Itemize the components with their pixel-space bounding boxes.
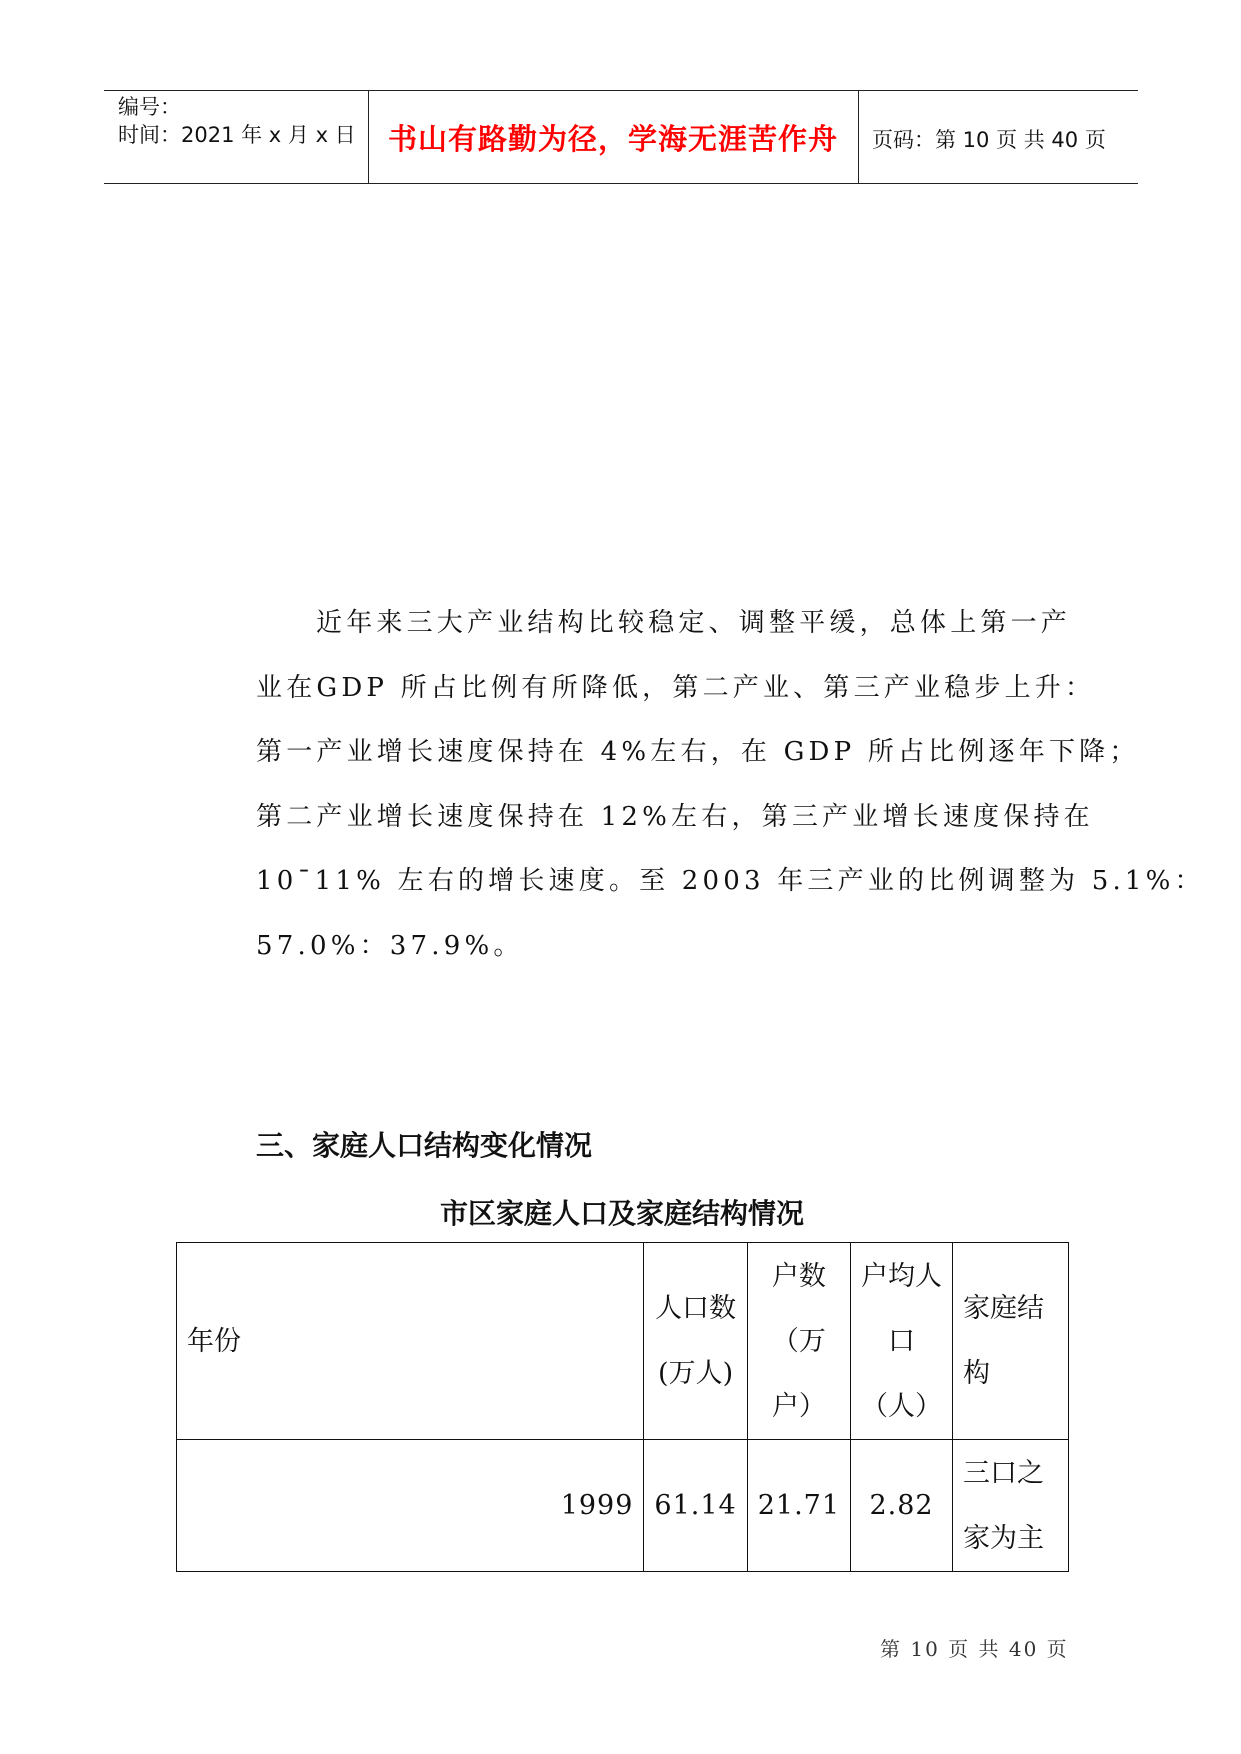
header-bottom-rule (104, 183, 1138, 184)
header-households: 户数（万户） (747, 1243, 850, 1440)
paragraph-line: 第一产业增长速度保持在 4%左右，在 GDP 所占比例逐年下降； (256, 737, 1140, 768)
section-heading: 三、家庭人口结构变化情况 (256, 1129, 593, 1162)
cell-structure: 三口之家为主 (953, 1440, 1069, 1572)
cell-households: 21.71 (747, 1440, 850, 1572)
table-title: 市区家庭人口及家庭结构情况 (439, 1197, 804, 1230)
paragraph-line: 第二产业增长速度保持在 12%左右，第三产业增长速度保持在 (256, 801, 1094, 832)
date-label: 时间：2021 年 x 月 x 日 (118, 123, 356, 147)
paragraph-line: 近年来三大产业结构比较稳定、调整平缓，总体上第一产 (316, 608, 1072, 638)
paragraph-line: 57.0%：37.9%。 (256, 930, 524, 961)
serial-number-label: 编号： (118, 95, 181, 119)
cell-avg-per-household: 2.82 (851, 1440, 953, 1572)
header-meta (118, 93, 356, 149)
header-page-indicator: 页码：第 10 页 共 40 页 (872, 128, 1106, 152)
cell-population: 61.14 (644, 1440, 747, 1572)
header-population: 人口数(万人) (644, 1243, 747, 1440)
header-structure: 家庭结构 (953, 1243, 1069, 1440)
paragraph-line: 10¯11% 左右的增长速度。至 2003 年三产业的比例调整为 5.1%： (256, 866, 1205, 897)
header-motto: 书山有路勤为径，学海无涯苦作舟 (387, 122, 838, 156)
body-paragraph (256, 591, 1205, 979)
table-row (177, 1440, 1069, 1572)
header-divider-right (858, 90, 859, 183)
paragraph-line: 业在GDP 所占比例有所降低，第二产业、第三产业稳步上升： (256, 672, 1096, 703)
population-table (176, 1242, 1069, 1572)
header-year: 年份 (177, 1243, 644, 1440)
cell-year: 1999 (177, 1440, 644, 1572)
header-avg-per-household: 户均人口（人） (851, 1243, 953, 1440)
header-top-rule (104, 90, 1138, 91)
table-header-row (177, 1243, 1069, 1440)
page-footer: 第 10 页 共 40 页 (880, 1637, 1069, 1661)
